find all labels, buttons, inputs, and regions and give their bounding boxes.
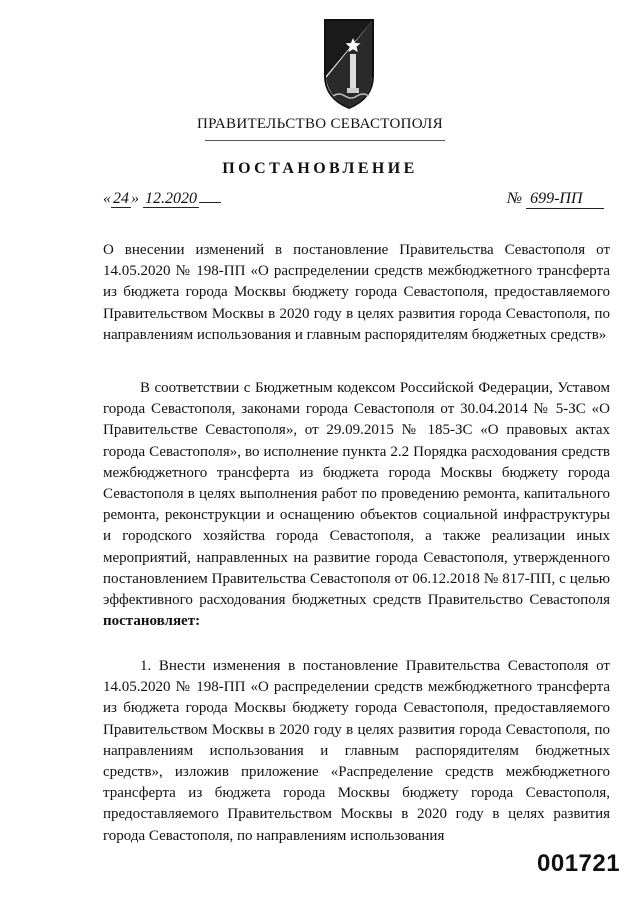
government-title: ПРАВИТЕЛЬСТВО СЕВАСТОПОЛЯ: [197, 116, 443, 132]
number-prefix: №: [507, 190, 523, 207]
title-divider: [205, 140, 445, 141]
date-underline-tail: [199, 202, 221, 203]
date-close-quote: »: [131, 190, 139, 207]
document-type-heading: ПОСТАНОВЛЕНИЕ: [222, 160, 418, 177]
serial-number: 001721: [537, 850, 621, 877]
clause-1: 1. Внести изменения в постановление Правительства Севастополя от 14.05.2020 № 198-ПП «О распределении средств межбюджетного трансферта из бюджета города Москвы бюджету города Севастополя, предоставляемого Правительством Москвы в 2020 году в целях развития города Севастополя, по направлениям использования и главным распорядителям бюджетных средств», изложив приложение «Распределение средств межбюджетного трансферта из бюджета города Москвы бюджету города Севастополя, предоставляемого Правительством Москвы в 2020 году в целях развития города Севастополя, по направлениям использования: [103, 658, 610, 844]
number-value: 699-ПП: [526, 190, 604, 209]
document-number: [507, 190, 604, 209]
document-date: [103, 190, 221, 208]
document-subject: О внесении изменений в постановление Правительства Севастополя от 14.05.2020 № 198-ПП «О распределении средств межбюджетного трансферта из бюджета города Москвы бюджету города Севастополя, предоставляемого Правительством Москвы в 2020 году в целях развития города Севастополя, по направлениям использования и главным распорядителям бюджетных средств»: [103, 242, 610, 343]
date-day: 24: [113, 190, 129, 207]
date-month-year: 12.2020: [145, 190, 197, 207]
date-open-quote: «: [103, 190, 111, 207]
resolves-keyword: постановляет:: [103, 613, 201, 630]
preamble-text: В соответствии с Бюджетным кодексом Российской Федерации, Уставом города Севастополя, законами города Севастополя от 30.04.2014 № 5-ЗС «О Правительстве Севастополя», от 29.09.2015 № 185-ЗС «О правовых актах города Севастополя», во исполнение пункта 2.2 Порядка расходования средств межбюджетного трансферта из бюджета города Москвы бюджету города Севастополя в целях выполнения работ по проведению ремонта, капитального ремонта, реконструкции и оснащению объектов социальной инфраструктуры и городского хозяйства города Севастополя, а также реализации иных мероприятий, направленных на развитие города Севастополя, утвержденного постановлением Правительства Севастополя от 06.12.2018 № 817-ПП, с целью эффективного расходования бюджетных средств Правительство Севастополя: [103, 380, 610, 609]
sevastopol-coat-of-arms-icon: [323, 18, 375, 110]
preamble-paragraph: [103, 378, 610, 632]
